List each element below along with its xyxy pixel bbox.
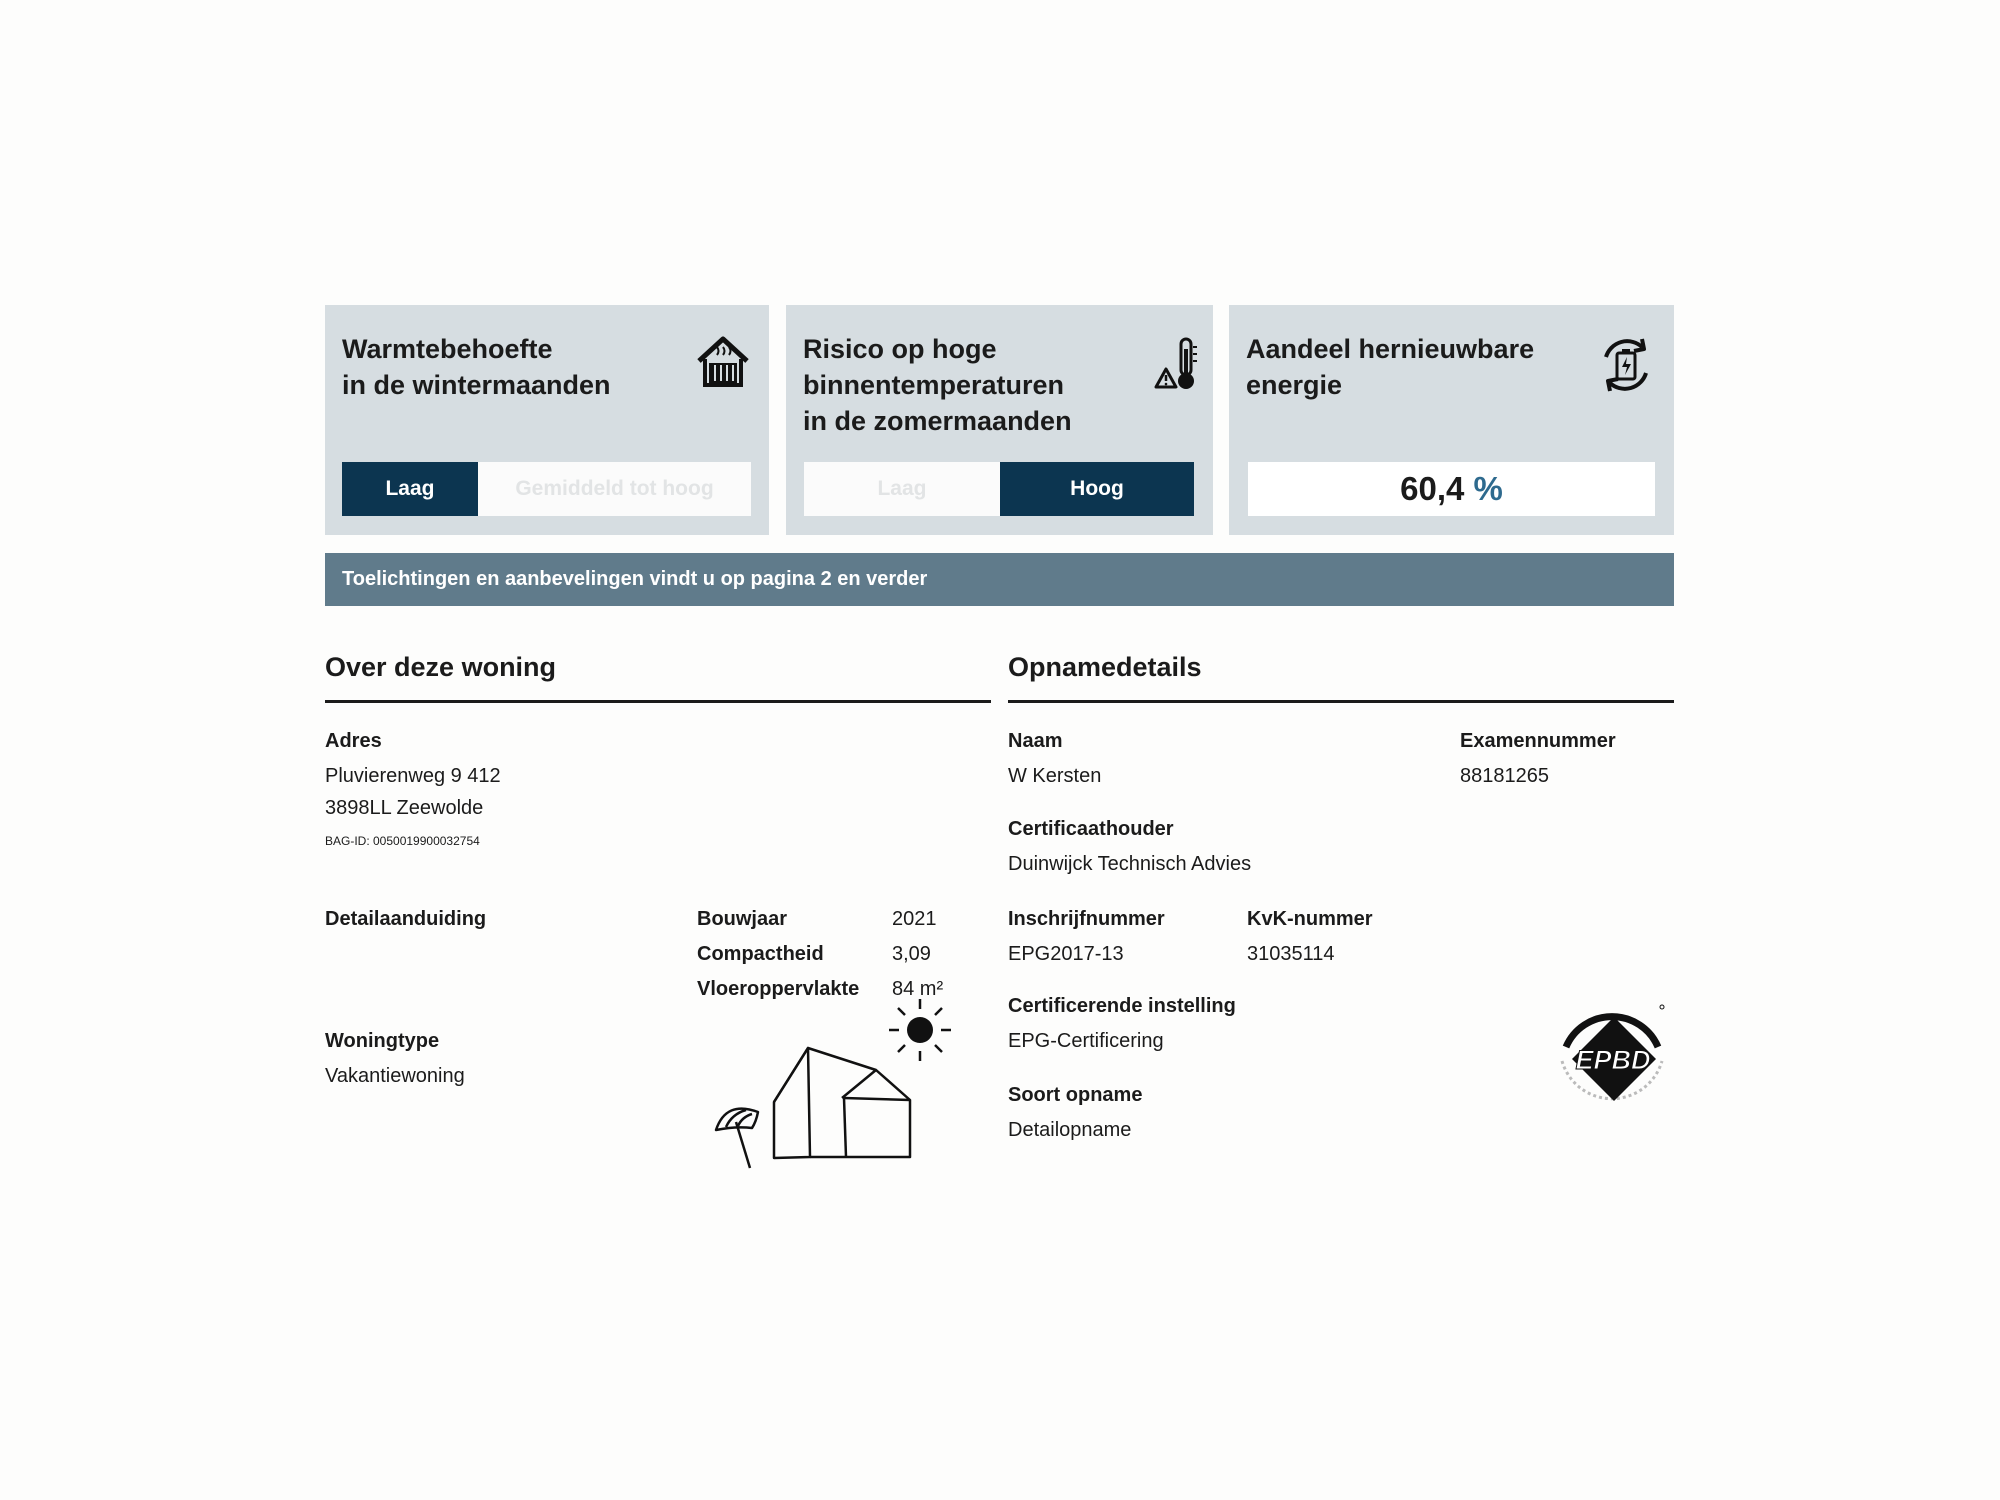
renewable-share-title: Aandeel hernieuwbare energie [1246, 334, 1535, 400]
compactheid-label: Compactheid [697, 943, 824, 965]
thermometer-warning-icon [1154, 335, 1200, 396]
certificerende-instelling-label: Certificerende instelling [1008, 995, 1236, 1017]
soort-opname-label: Soort opname [1008, 1084, 1143, 1106]
certificerende-instelling-value: EPG-Certificering [1008, 1030, 1164, 1052]
certificaathouder-value: Duinwijck Technisch Advies [1008, 853, 1252, 875]
banner-text: Toelichtingen en aanbevelingen vindt u op pagina 2 en verder [342, 568, 928, 590]
naam-value: W Kersten [1008, 765, 1102, 787]
house-heating-icon [695, 335, 751, 394]
section-divider-woning [325, 700, 991, 703]
certificaathouder-label: Certificaathouder [1008, 818, 1174, 840]
overheating-risk-card [786, 305, 1213, 535]
naam-label: Naam [1008, 730, 1063, 752]
overheating-risk-title: Risico op hoge binnentemperaturen in de zomermaanden [803, 334, 1072, 436]
holiday-house-illustration [706, 990, 966, 1185]
recommendations-banner [325, 553, 1674, 606]
overheat-option-laag: Laag [804, 462, 1000, 516]
renewable-battery-icon [1596, 335, 1656, 400]
examennummer-value: 88181265 [1460, 765, 1549, 787]
bouwjaar-value: 2021 [892, 908, 937, 930]
epbd-logo [1552, 995, 1672, 1124]
adres-line2: 3898LL Zeewolde [325, 797, 484, 819]
woningtype-label: Woningtype [325, 1030, 440, 1052]
renewable-share-card [1229, 305, 1674, 535]
kvk-value: 31035114 [1247, 943, 1335, 965]
vloeroppervlakte-label: Vloeroppervlakte [697, 978, 860, 1000]
vloeroppervlakte-value: 84 m² [892, 978, 944, 1000]
detailaanduiding-label: Detailaanduiding [325, 908, 487, 930]
inschrijfnummer-value: EPG2017-13 [1008, 943, 1124, 965]
renewable-percent-unit: % [1473, 470, 1503, 507]
bouwjaar-label: Bouwjaar [697, 908, 788, 930]
heat-demand-scale [342, 462, 751, 516]
woningtype-value: Vakantiewoning [325, 1065, 465, 1087]
soort-opname-value: Detailopname [1008, 1119, 1132, 1141]
overheating-risk-scale [804, 462, 1194, 516]
svg-text:EPBD: EPBD [1575, 1045, 1651, 1075]
adres-label: Adres [325, 730, 382, 752]
section-title-woning: Over deze woning [325, 652, 557, 682]
examennummer-label: Examennummer [1460, 730, 1616, 752]
compactheid-value: 3,09 [892, 943, 931, 965]
renewable-share-value [1248, 462, 1655, 516]
heat-demand-card [325, 305, 769, 535]
inschrijfnummer-label: Inschrijfnummer [1008, 908, 1165, 930]
kvk-label: KvK-nummer [1247, 908, 1373, 930]
heat-option-laag: Laag [342, 462, 478, 516]
adres-line1: Pluvierenweg 9 412 [325, 765, 501, 787]
section-divider-opname [1008, 700, 1674, 703]
bag-id: BAG-ID: 0050019900032754 [325, 834, 480, 848]
overheat-option-hoog: Hoog [1000, 462, 1194, 516]
renewable-percent-number: 60,4 [1400, 470, 1465, 507]
heat-option-gemiddeld-tot-hoog: Gemiddeld tot hoog [478, 462, 751, 516]
section-title-opname: Opnamedetails [1008, 652, 1202, 682]
heat-demand-title: Warmtebehoefte in de wintermaanden [342, 334, 611, 400]
